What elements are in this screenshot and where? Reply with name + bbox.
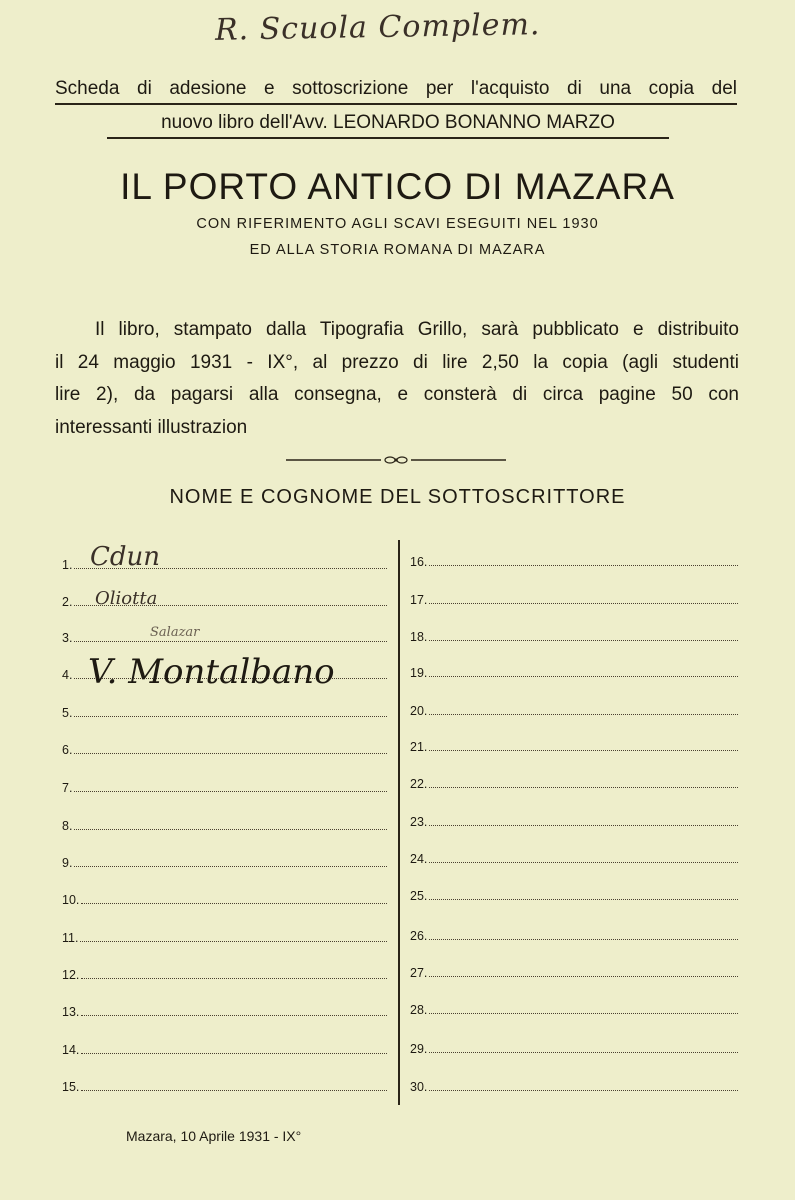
slot-number: 13. [62, 1005, 80, 1019]
handwritten-note: R. Scuola Complem. [214, 7, 541, 48]
signature-slot[interactable] [410, 997, 738, 1017]
description-line: lire 2), da pagarsi alla consegna, e consterà di circa pagine 50 con [55, 384, 739, 405]
signature-slot[interactable] [62, 999, 387, 1019]
slot-number: 26. [410, 929, 428, 943]
signature-slot[interactable] [62, 775, 387, 795]
slot-number: 18. [410, 630, 428, 644]
slot-number: 25. [410, 889, 428, 903]
signature-2: Oliotta [95, 588, 158, 609]
signature-4: V. Montalbano [88, 652, 335, 692]
slot-number: 28. [410, 1003, 428, 1017]
signature-slot[interactable] [410, 698, 738, 718]
signature-line [81, 976, 387, 979]
slot-number: 7. [62, 781, 73, 795]
slot-number: 21. [410, 740, 428, 754]
signature-slot[interactable] [410, 846, 738, 866]
slot-number: 9. [62, 856, 73, 870]
signature-line [429, 1088, 738, 1091]
signature-line [429, 638, 738, 641]
slot-number: 20. [410, 704, 428, 718]
signature-slot[interactable] [410, 624, 738, 644]
description-line: Il libro, stampato dalla Tipografia Grillo, sarà pubblicato e distribuito [95, 319, 739, 340]
description-paragraph [55, 314, 739, 444]
signature-slot[interactable] [410, 923, 738, 943]
signature-line [81, 1013, 387, 1016]
signature-line [74, 789, 387, 792]
column-divider [398, 540, 400, 1105]
signature-line [81, 1088, 387, 1091]
signature-line [74, 714, 387, 717]
slot-number: 23. [410, 815, 428, 829]
signature-slot[interactable] [62, 700, 387, 720]
slot-number: 4. [62, 668, 73, 682]
slot-number: 8. [62, 819, 73, 833]
signature-slot[interactable] [62, 625, 387, 645]
slot-number: 10. [62, 893, 80, 907]
slot-number: 19. [410, 666, 428, 680]
slot-number: 6. [62, 743, 73, 757]
slot-number: 14. [62, 1043, 80, 1057]
slot-number: 22. [410, 777, 428, 791]
header-underline-1 [55, 103, 737, 105]
slot-number: 1. [62, 558, 73, 572]
signature-3: Salazar [150, 625, 200, 640]
slot-number: 2. [62, 595, 73, 609]
signature-line [74, 827, 387, 830]
signature-slot[interactable] [62, 850, 387, 870]
subscriber-heading: NOME E COGNOME DEL SOTTOSCRITTORE [169, 486, 626, 508]
signature-line [74, 751, 387, 754]
signature-slot[interactable] [410, 549, 738, 569]
signature-slot[interactable] [62, 1074, 387, 1094]
signature-slot[interactable] [62, 887, 387, 907]
slot-number: 16. [410, 555, 428, 569]
description-line: interessanti illustrazion [55, 416, 248, 438]
slot-number: 17. [410, 593, 428, 607]
signature-slot[interactable] [62, 1037, 387, 1057]
signature-line [429, 563, 738, 566]
slot-number: 29. [410, 1042, 428, 1056]
slot-number: 3. [62, 631, 73, 645]
description-line: il 24 maggio 1931 - IX°, al prezzo di lire 2,50 la copia (agli studenti [55, 351, 739, 373]
signature-line [429, 601, 738, 604]
signature-slot[interactable] [410, 1036, 738, 1056]
header-underline-2 [107, 137, 669, 139]
slot-number: 24. [410, 852, 428, 866]
signature-line [429, 1050, 738, 1053]
signature-slot[interactable] [410, 734, 738, 754]
header-line-2: nuovo libro dell'Avv. LEONARDO BONANNO MARZO [161, 112, 615, 133]
slot-number: 12. [62, 968, 80, 982]
slot-number: 11. [62, 931, 79, 945]
signature-line [429, 937, 738, 940]
signature-line [429, 785, 738, 788]
signature-line [429, 897, 738, 900]
signature-slot[interactable] [410, 960, 738, 980]
signature-slot[interactable] [410, 809, 738, 829]
signature-slot[interactable] [410, 587, 738, 607]
signature-line [429, 748, 738, 751]
slot-number: 5. [62, 706, 73, 720]
signature-line [429, 860, 738, 863]
signature-1: Cdun [90, 542, 161, 572]
signature-slot[interactable] [410, 883, 738, 903]
ornament-divider [286, 455, 506, 465]
slot-number: 27. [410, 966, 428, 980]
signature-line [429, 974, 738, 977]
signature-line [429, 1011, 738, 1014]
signature-slot[interactable] [62, 737, 387, 757]
slot-number: 30. [410, 1080, 428, 1094]
book-title: IL PORTO ANTICO DI MAZARA [120, 166, 675, 207]
subtitle-line-2: ED ALLA STORIA ROMANA DI MAZARA [249, 242, 546, 258]
footer-date: Mazara, 10 Aprile 1931 - IX° [126, 1128, 302, 1144]
signature-slot[interactable] [62, 962, 387, 982]
header-line-1: Scheda di adesione e sottoscrizione per l'acquisto di una copia del [55, 78, 737, 99]
subtitle-line-1: CON RIFERIMENTO AGLI SCAVI ESEGUITI NEL 1930 [196, 216, 599, 232]
signature-line [429, 674, 738, 677]
signature-slot[interactable] [410, 660, 738, 680]
signature-slot[interactable] [62, 813, 387, 833]
signature-line [74, 639, 387, 642]
slot-number: 15. [62, 1080, 80, 1094]
signature-line [429, 823, 738, 826]
signature-line [429, 712, 738, 715]
signature-line [74, 864, 387, 867]
signature-slot[interactable] [410, 771, 738, 791]
signature-slot[interactable] [62, 925, 387, 945]
signature-line [81, 901, 387, 904]
signature-slot[interactable] [410, 1074, 738, 1094]
signature-line [80, 939, 387, 942]
signature-line [81, 1051, 387, 1054]
